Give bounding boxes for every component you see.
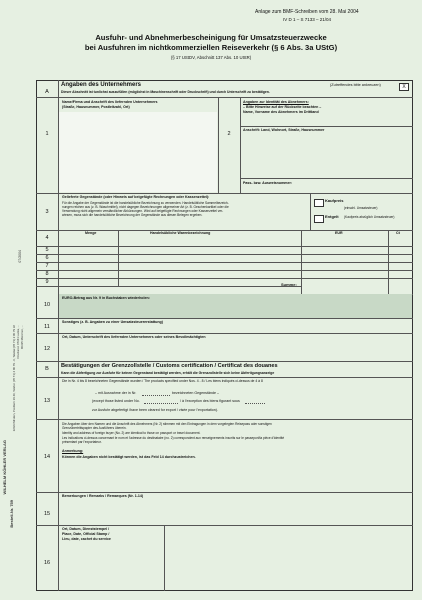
- row-number-6: 6: [45, 255, 49, 261]
- divider-3-price: [310, 193, 311, 230]
- divider-2-address: [240, 178, 413, 179]
- kaufpreis-label: Kaufpreis: [325, 198, 344, 203]
- divider-15: [36, 492, 413, 493]
- header-anlage: Anlage zum BMF-Schreiben vom 28. Mai 2004: [255, 9, 359, 15]
- field-3-text-1: Für die Angabe der Gegenstände ist die handelsübliche Bezeichnung zu verwenden. Handelsübliche Sammelbezeich-: [62, 201, 229, 205]
- unknown-checkbox[interactable]: X: [399, 83, 409, 91]
- field-2-label: Angaben zur Identität des Abnehmers:: [243, 100, 309, 104]
- row-number-5: 5: [45, 247, 49, 253]
- field-13-option-1: – mit Ausnahme der in Nr.: [95, 391, 137, 395]
- divider-12: [36, 333, 413, 334]
- field-14-anmerkung: Anmerkung:: [62, 449, 84, 453]
- field-13-number-input-2[interactable]: [144, 403, 178, 404]
- field-14-note: Können die Angaben nicht bestätigt werden, ist das Feld 14 durchzustreichen.: [62, 455, 196, 459]
- field-11-label: Sonstiges (z. B. Angaben zu einer Umsatzsteuererstattung): [62, 320, 163, 324]
- field-15-label: Bemerkungen / Remarks / Remarques (Nr. 1-14): [62, 494, 144, 498]
- row-number-12: 12: [43, 346, 51, 352]
- field-1-sublabel: (Straße, Hausnummer, Postleitzahl, Ort): [62, 105, 130, 109]
- section-b-note: Kann die Abfertigung zur Ausfuhr für keinen Gegenstand bestätigt werden, erhält die Grenzzollstelle sich keine Abfertigungsanzeige: [61, 371, 275, 375]
- divider-section-b: [36, 361, 413, 362]
- entgelt-checkbox[interactable]: [314, 215, 324, 223]
- divider-6: [36, 254, 413, 255]
- field-16-label-1: Ort, Datum, Dienststempel /: [62, 527, 110, 531]
- entgelt-label: Entgelt: [325, 214, 339, 219]
- field-1-label: Name/Firma und Anschrift des liefernden Unternehmers: [62, 100, 158, 104]
- divider-2-name: [240, 126, 413, 127]
- margin-order: Bestell-Nr. 759: [9, 500, 14, 528]
- divider-8: [36, 270, 413, 271]
- row-number-14: 14: [43, 454, 51, 460]
- field-14-text-3: Identity and address of foreign buyer (No. 2) are identical to those on passport or travel document.: [62, 431, 201, 435]
- kaufpreis-checkbox[interactable]: [314, 199, 324, 207]
- divider-16: [36, 525, 413, 526]
- divider-stamp: [164, 525, 165, 591]
- section-a-title: Angaben des Unternehmers: [61, 82, 142, 88]
- field-13-option-3: zur Ausfuhr abgefertigt /have been cleared for export / visée pour l'exportation).: [92, 408, 218, 412]
- row-number-9: 9: [45, 279, 49, 285]
- divider-5: [36, 246, 413, 247]
- row-number-13: 13: [43, 398, 51, 404]
- divider-1-2: [218, 97, 219, 193]
- form-subtitle: (§ 17 UStDV, Abschnitt 137 Abs. 10 UStR): [170, 55, 252, 60]
- divider-11: [36, 318, 413, 319]
- kaufpreis-sublabel: (einschl. Umsatzsteuer): [344, 206, 378, 210]
- field-14-text-4: Les indications ci-dessus concernant le nom et l'adresse du destinataire (no. 2) correspondent aux renseignements inscrits sur le passeport/la pièce d'identité: [62, 436, 285, 440]
- field-14-text-2: Grenzübertrittspapier des Ausführers überein.: [62, 426, 127, 430]
- row-number-4: 4: [45, 235, 49, 241]
- row-number-8: 8: [45, 271, 49, 277]
- margin-publisher: WILHELM KÖHLER VERLAG: [2, 440, 7, 495]
- field-14-text-1: Die Angaben über den Namen und die Anschrift des Abnehmers (Nr. 2) stimmen mit den Eintragungen in dem vorgelegten Reisepass oder sonstigen: [62, 422, 272, 426]
- form-title-line1: Ausfuhr- und Abnehmerbescheinigung für Umsatzsteuerzwecke: [95, 33, 327, 42]
- column-bezeichnung: Handelsübliche Warenbezeichnung: [150, 231, 211, 235]
- row-number-15: 15: [43, 511, 51, 517]
- field-12-label: Ort, Datum, Unterschrift des liefernden Unternehmers oder seines Bevollmächtigten: [62, 335, 206, 339]
- row-number-10: 10: [43, 302, 51, 308]
- field-14-text-5: présentant par l'exportateur.: [62, 440, 102, 444]
- row-number-1: 1: [45, 131, 49, 137]
- field-3-label: Gelieferte Gegenstände (oder Hinweis auf beigefügte Rechnungen oder Kassenzettel):: [62, 195, 210, 199]
- field-3-text-4: wiesen, muss sich die handelsübliche Bezeichnung der Gegenstände aus diesen Belegen ergeben.: [62, 213, 203, 217]
- summe-label: Summe:: [281, 282, 297, 287]
- column-menge: Menge: [85, 231, 97, 235]
- field-2-passport-label: Pass- bzw. Ausweisnummer:: [243, 181, 293, 185]
- row-number-16: 16: [43, 560, 51, 566]
- section-b-title: Bestätigungen der Grenzzollstelle / Customs certification / Certificat des douanes: [61, 363, 278, 369]
- field-13-number-input-3[interactable]: [245, 403, 265, 404]
- field-13-option-2: (except those listed under No.: [92, 399, 140, 403]
- form-title-line2: bei Ausfuhren im nichtkommerziellen Reiseverkehr (§ 6 Abs. 3a UStG): [84, 43, 338, 52]
- field-13-number-input[interactable]: [142, 395, 170, 396]
- margin-code: 07/2004: [18, 250, 22, 263]
- field-1-input[interactable]: [59, 112, 217, 192]
- divider-13: [36, 377, 413, 378]
- unknown-label: (Zutreffendes bitte ankreuzen): [330, 83, 381, 87]
- divider-3: [36, 193, 413, 194]
- field-10-label: EURO-Betrag aus Nr. 9 in Buchstaben wiederholen:: [62, 296, 150, 300]
- row-number-3: 3: [45, 209, 49, 215]
- row-number-2: 2: [227, 131, 231, 137]
- column-eur: EUR: [335, 231, 343, 235]
- margin-address-1: 32423 Minden, Postfach 19 40, Telefon (05 71) 2 80 79 - 0, Telefax (05 71) 2 80 79 32: [12, 325, 16, 432]
- divider-7: [36, 262, 413, 263]
- field-16-label-3: Lieu, date, cachet du service: [62, 537, 111, 541]
- field-16-label-2: Place, Date, Official Stamp /: [62, 532, 110, 536]
- column-ct: Ct: [396, 231, 400, 235]
- field-2-sublabel-1: – Bitte Hinweise auf der Rückseite beachten –: [243, 105, 322, 109]
- margin-address-3: 80335 München, ...: [20, 325, 24, 349]
- entgelt-sublabel: (Kaufpreis abzüglich Umsatzsteuer): [344, 215, 395, 219]
- row-number-7: 7: [45, 263, 49, 269]
- margin-address-2: Druckerei: 07641 Lucka, ...: [16, 325, 20, 359]
- section-a-note: Dieser Abschnitt ist tunlichst auszufüllen (möglichst in Maschinenschrift oder Druckschrift) und durch Unterschrift zu bestätigen.: [61, 90, 270, 94]
- divider-summe: [36, 286, 301, 287]
- field-13-option-2b: / à l'exception des biens figurant sous: [180, 399, 240, 403]
- field-3-text-3: Verwendung nicht allgemein verständlicher Abkürzungen. Wird auf beigefügte Rechnungen oder Kassenzettel ver-: [62, 209, 224, 213]
- field-2-sublabel-2: Name, Vorname des Abnehmers im Drittland: [243, 110, 319, 114]
- field-2-address-label: Anschrift: Land, Wohnort, Straße, Hausnummer: [243, 128, 325, 132]
- section-a-letter: A: [45, 89, 49, 95]
- divider-a: [36, 97, 413, 98]
- field-13-text: Die in Nr. 4 bis 8 bezeichneten Gegenstände wurden / The products specified under Nos. 4 - 8 / Les biens indiqués ci-dessus de 4 à 8: [62, 379, 263, 383]
- header-reference: IV D 1 – S 7133 – 21/04: [283, 17, 332, 22]
- row-number-11: 11: [44, 324, 50, 330]
- section-b-letter: B: [45, 366, 49, 372]
- field-3-text-2: nungen reichen aus (z. B. Waschmittel), nicht dagegen Bezeichnungen allgemeiner Art (z. B. Geschenkartikel oder die: [62, 205, 229, 209]
- divider-14: [36, 419, 413, 420]
- field-13-option-1b: bezeichneten Gegenstände –: [172, 391, 219, 395]
- divider-9: [36, 278, 413, 279]
